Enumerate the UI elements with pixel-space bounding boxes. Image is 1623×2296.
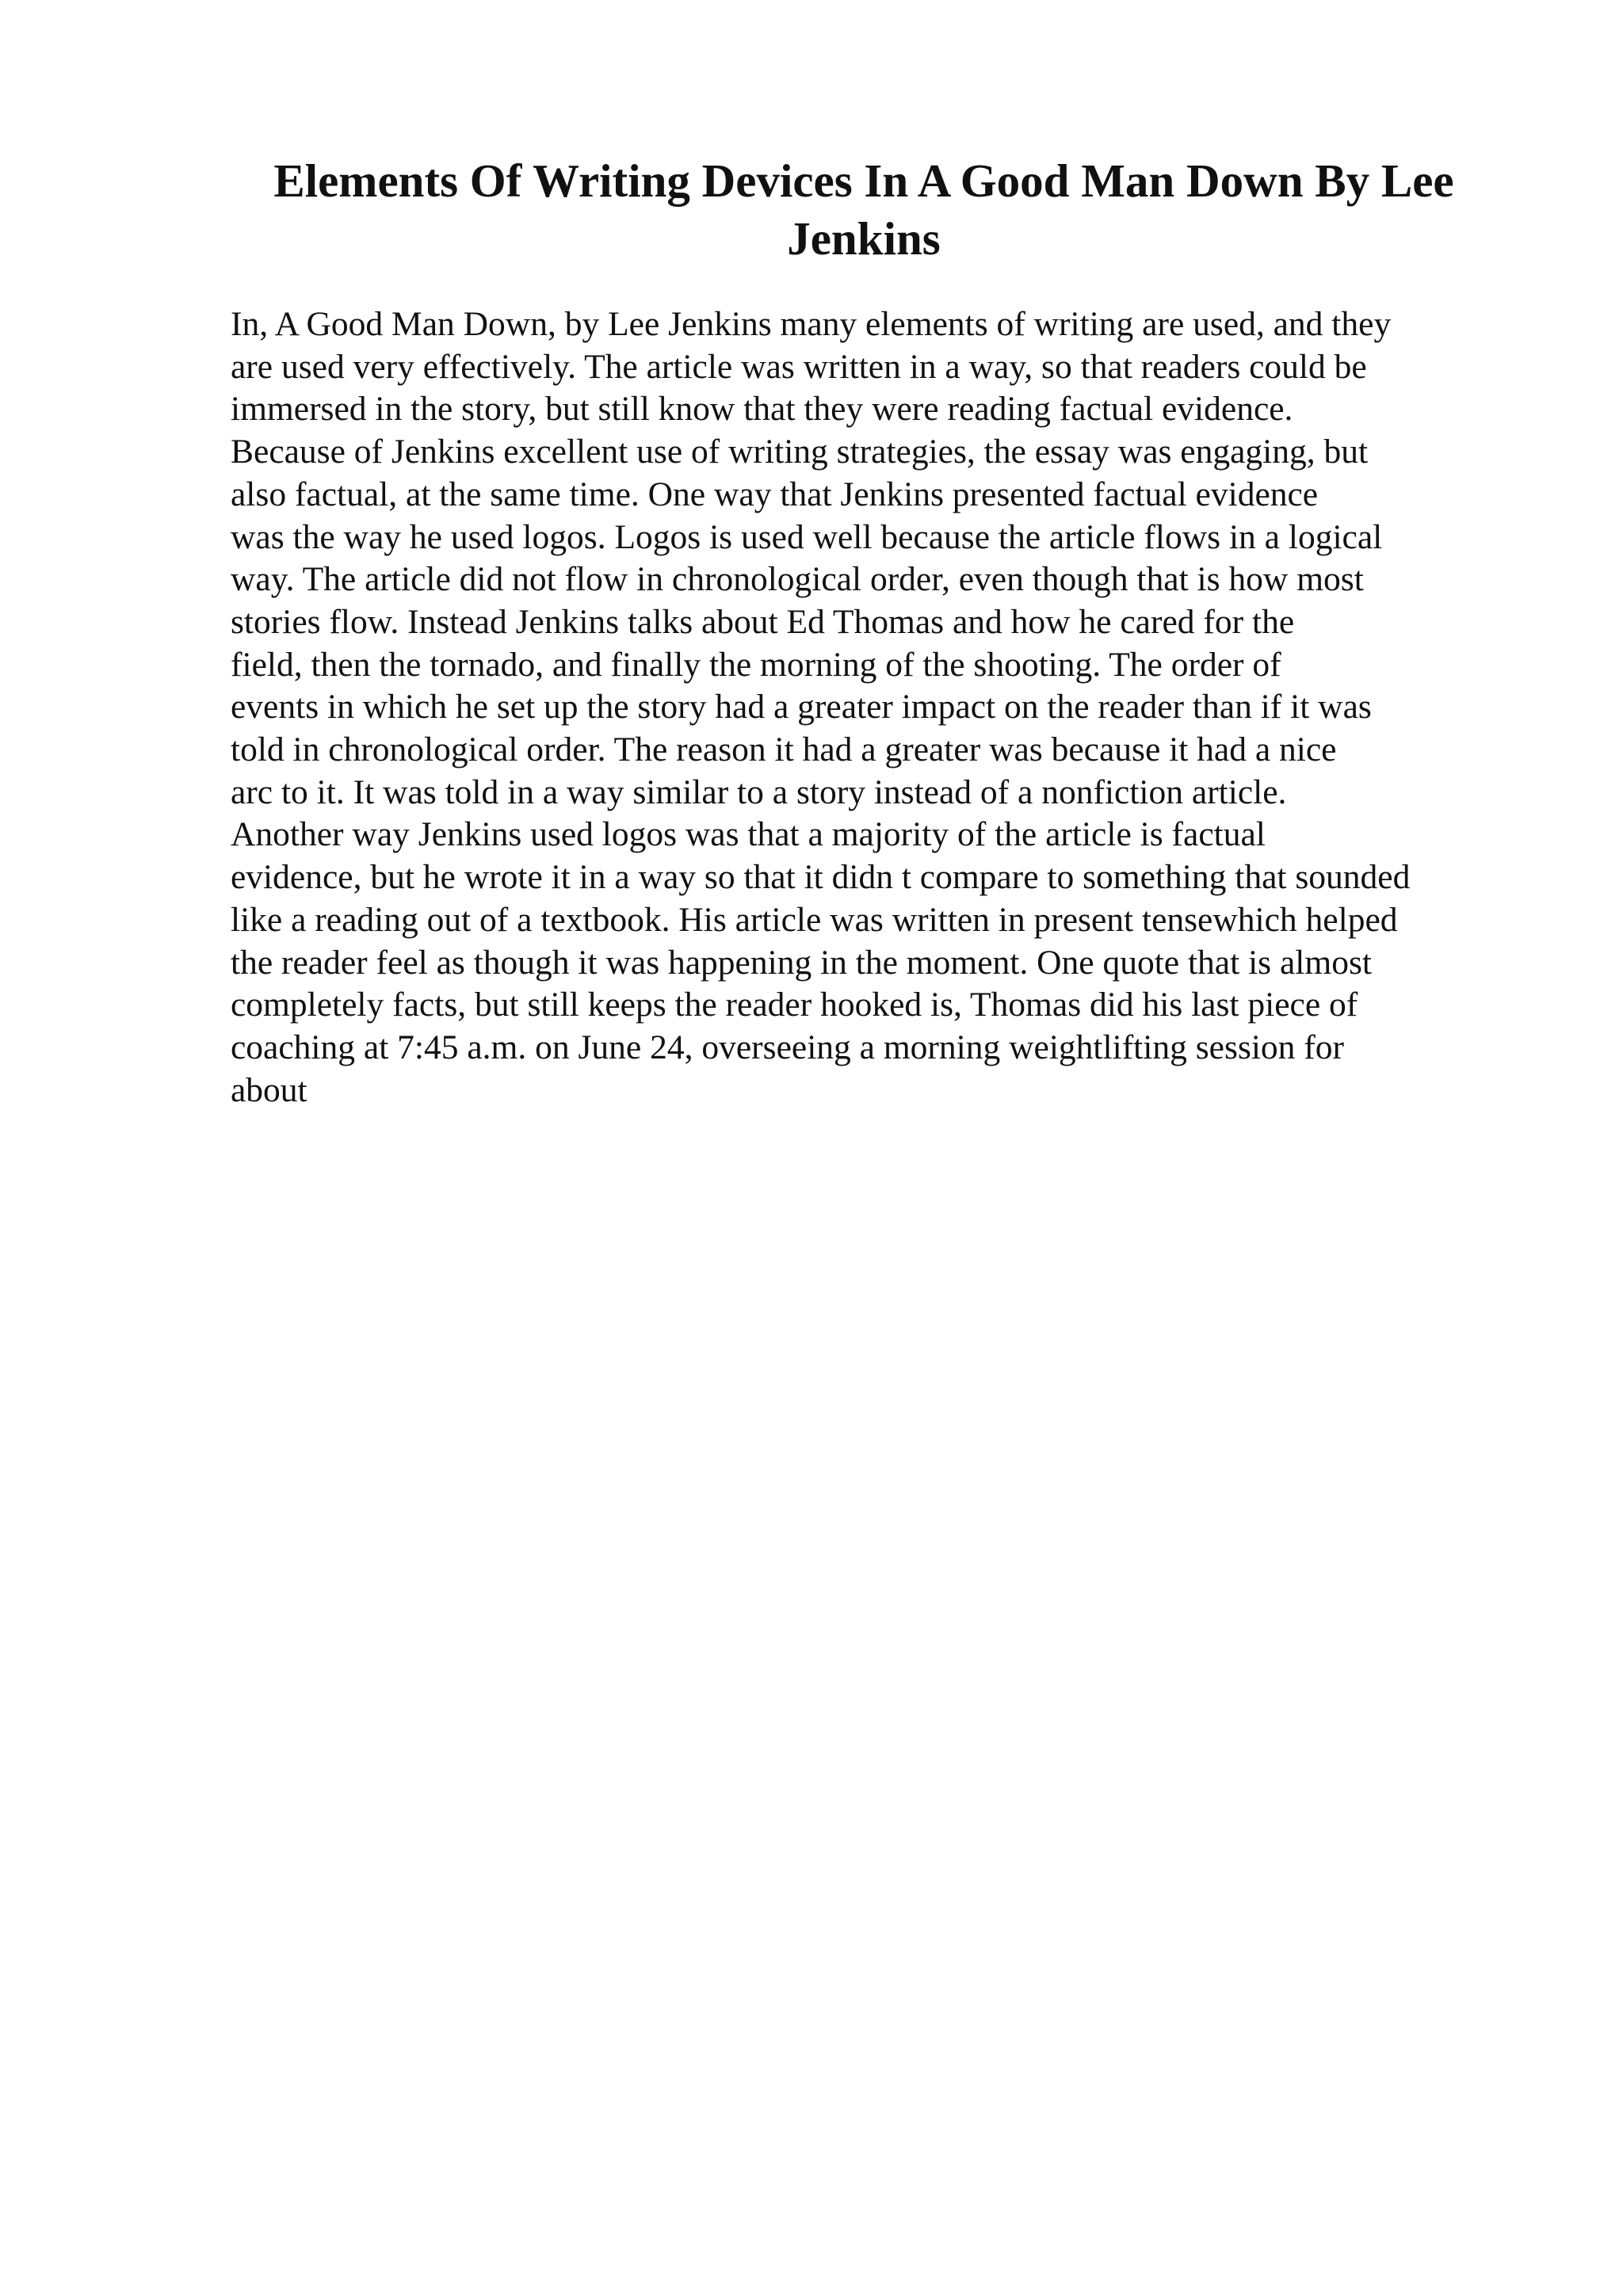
body-line: immersed in the story, but still know that they were reading factual evidence. xyxy=(231,390,1293,429)
document-title xyxy=(230,152,1498,268)
body-line: evidence, but he wrote it in a way so that it didn t compare to something that sounded xyxy=(231,858,1411,897)
body-line: stories flow. Instead Jenkins talks about Ed Thomas and how he cared for the xyxy=(231,602,1295,641)
body-line: arc to it. It was told in a way similar to a story instead of a nonfiction article. xyxy=(231,772,1287,811)
body-line: way. The article did not flow in chronological order, even though that is how most xyxy=(231,560,1364,599)
body-line: the reader feel as though it was happening in the moment. One quote that is almost xyxy=(231,943,1372,982)
title-line: Jenkins xyxy=(787,212,941,265)
body-line: completely facts, but still keeps the reader hooked is, Thomas did his last piece of xyxy=(231,986,1358,1024)
body-line: are used very effectively. The article was written in a way, so that readers could be xyxy=(231,347,1367,386)
body-line: about xyxy=(231,1070,307,1109)
body-line: field, then the tornado, and finally the morning of the shooting. The order of xyxy=(231,645,1281,684)
body-line: like a reading out of a textbook. His article was written in present tensewhich helped xyxy=(231,900,1398,939)
body-line: Because of Jenkins excellent use of writing strategies, the essay was engaging, but xyxy=(231,433,1369,471)
body-line: coaching at 7:45 a.m. on June 24, overseeing a morning weightlifting session for xyxy=(231,1028,1344,1066)
body-line: was the way he used logos. Logos is used well because the article flows in a logical xyxy=(231,517,1383,556)
essay-body xyxy=(231,303,1530,1112)
body-line: In, A Good Man Down, by Lee Jenkins many elements of writing are used, and they xyxy=(231,305,1392,343)
title-line: Elements Of Writing Devices In A Good Man Down By Lee xyxy=(273,154,1454,207)
body-line: told in chronological order. The reason it had a greater was because it had a nice xyxy=(231,730,1337,769)
body-line: events in which he set up the story had a greater impact on the reader than if it was xyxy=(231,688,1372,727)
body-line: Another way Jenkins used logos was that a majority of the article is factual xyxy=(231,815,1266,854)
body-line: also factual, at the same time. One way that Jenkins presented factual evidence xyxy=(231,475,1319,513)
